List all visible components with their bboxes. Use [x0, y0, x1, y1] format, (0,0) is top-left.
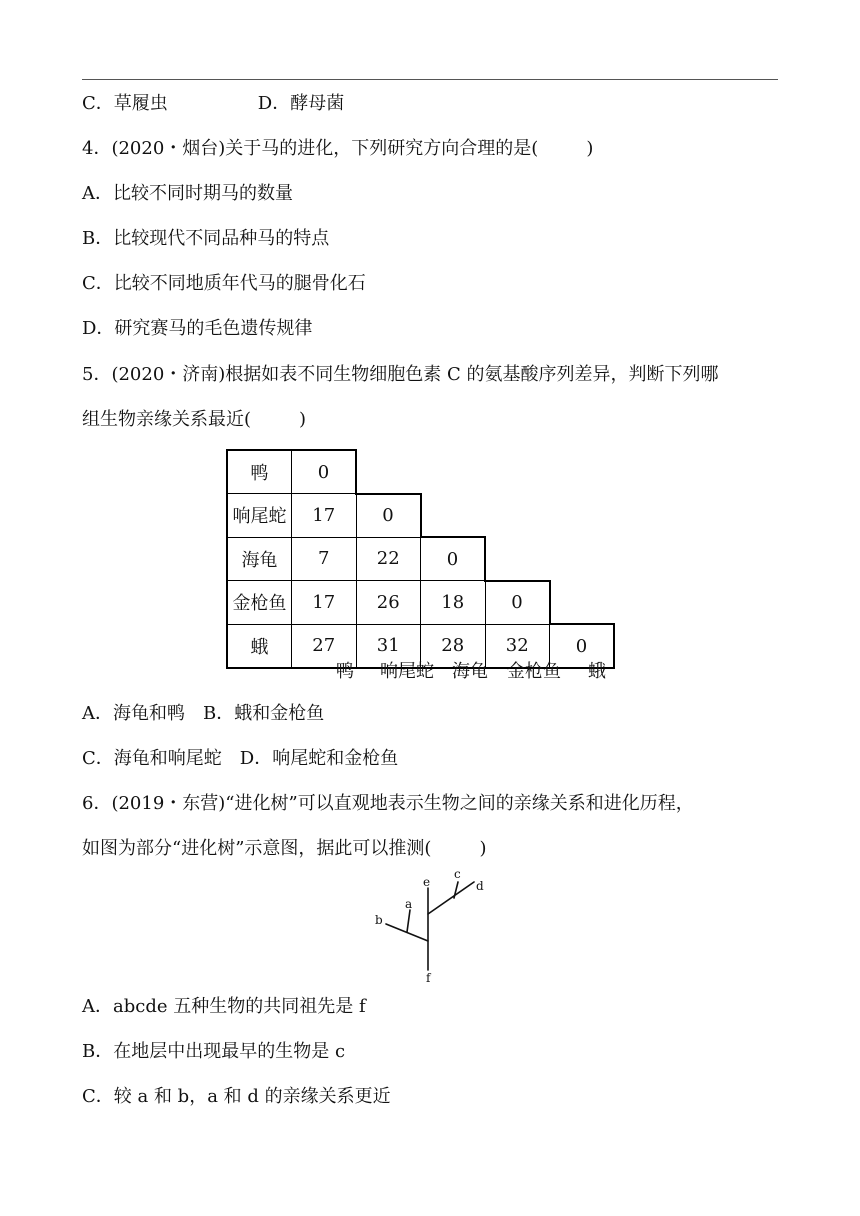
table-cell: 0: [356, 494, 421, 538]
column-label: 金枪鱼: [507, 661, 561, 682]
q6-option-b[interactable]: B．在地层中出现最早的生物是 c: [82, 1041, 346, 1062]
tree-branch-a: [407, 910, 410, 932]
table-cell: 27: [292, 624, 357, 668]
table-cell: 18: [421, 581, 486, 625]
table-cell: 17: [292, 581, 357, 625]
q4-close-paren: ): [586, 138, 594, 159]
q5-options-row1: [82, 702, 324, 726]
q6-stem-text: 如图为部分“进化树”示意图，据此可以推测(: [82, 838, 432, 859]
q4-option-d[interactable]: D．研究赛马的毛色遗传规律: [82, 318, 313, 339]
column-label: 响尾蛇: [380, 661, 434, 682]
row-label: 海龟: [227, 537, 292, 581]
table-cell: 17: [292, 494, 357, 538]
header-rule: [82, 79, 778, 80]
table-cell: 31: [356, 624, 421, 668]
tree-label-d: d: [476, 879, 484, 893]
q5-stem-line2: [82, 408, 306, 432]
table-row: [227, 537, 614, 581]
tree-label-f: f: [426, 971, 431, 985]
table-cell: 0: [485, 581, 550, 625]
row-label: 鸭: [227, 450, 292, 494]
tree-label-b: b: [375, 913, 383, 927]
q6-close-paren: ): [479, 838, 487, 859]
q5-option-c[interactable]: C．海龟和响尾蛇: [82, 748, 222, 769]
table-row: [227, 494, 614, 538]
q4-option-a[interactable]: A．比较不同时期马的数量: [82, 183, 293, 204]
q3-option-d[interactable]: D．酵母菌: [257, 93, 345, 114]
table-cell: 0: [292, 450, 357, 494]
q3-options-row: [82, 92, 344, 116]
q5-options-row2: [82, 747, 398, 771]
cytochrome-c-table: [226, 449, 615, 669]
q5-option-a[interactable]: A．海龟和鸭: [82, 703, 185, 724]
tree-label-c: c: [454, 868, 461, 881]
table-cell: 32: [485, 624, 550, 668]
table-row: [227, 581, 614, 625]
table-cell: 28: [421, 624, 486, 668]
column-label: 鸭: [336, 661, 354, 682]
row-label: 金枪鱼: [227, 581, 292, 625]
q5-close-paren: ): [299, 409, 307, 430]
table-cell: 22: [356, 537, 421, 581]
q5-stem-text: 组生物亲缘关系最近(: [82, 409, 252, 430]
q5-option-b[interactable]: B．蛾和金枪鱼: [203, 703, 325, 724]
q3-option-c[interactable]: C．草履虫: [82, 93, 168, 114]
table-cell: 7: [292, 537, 357, 581]
table-row: [227, 450, 614, 494]
tree-label-a: a: [405, 897, 413, 911]
table-cell: 26: [356, 581, 421, 625]
q4-stem: [82, 137, 593, 161]
q5-stem-line1: 5．(2020・济南)根据如表不同生物细胞色素 C 的氨基酸序列差异，判断下列哪: [82, 364, 719, 385]
q6-option-a[interactable]: A．abcde 五种生物的共同祖先是 f: [82, 996, 366, 1017]
evolution-tree-diagram: [370, 868, 500, 986]
tree-label-e: e: [423, 875, 431, 889]
q4-option-c[interactable]: C．比较不同地质年代马的腿骨化石: [82, 273, 366, 294]
q6-stem-line2: [82, 837, 486, 861]
column-label: 蛾: [588, 661, 606, 682]
row-label: 蛾: [227, 624, 292, 668]
q6-option-c[interactable]: C．较 a 和 b，a 和 d 的亲缘关系更近: [82, 1086, 391, 1107]
tree-branch-c: [454, 882, 458, 898]
column-label: 海龟: [452, 661, 488, 682]
row-label: 响尾蛇: [227, 494, 292, 538]
q6-stem-line1: 6．(2019・东营)“进化树”可以直观地表示生物之间的亲缘关系和进化历程，: [82, 793, 694, 814]
table-cell: 0: [550, 624, 615, 668]
q5-option-d[interactable]: D．响尾蛇和金枪鱼: [239, 748, 399, 769]
table-cell: 0: [421, 537, 486, 581]
q4-option-b[interactable]: B．比较现代不同品种马的特点: [82, 228, 330, 249]
q4-stem-text: 4．(2020・烟台)关于马的进化，下列研究方向合理的是(: [82, 138, 539, 159]
tree-branch-d: [428, 882, 474, 914]
